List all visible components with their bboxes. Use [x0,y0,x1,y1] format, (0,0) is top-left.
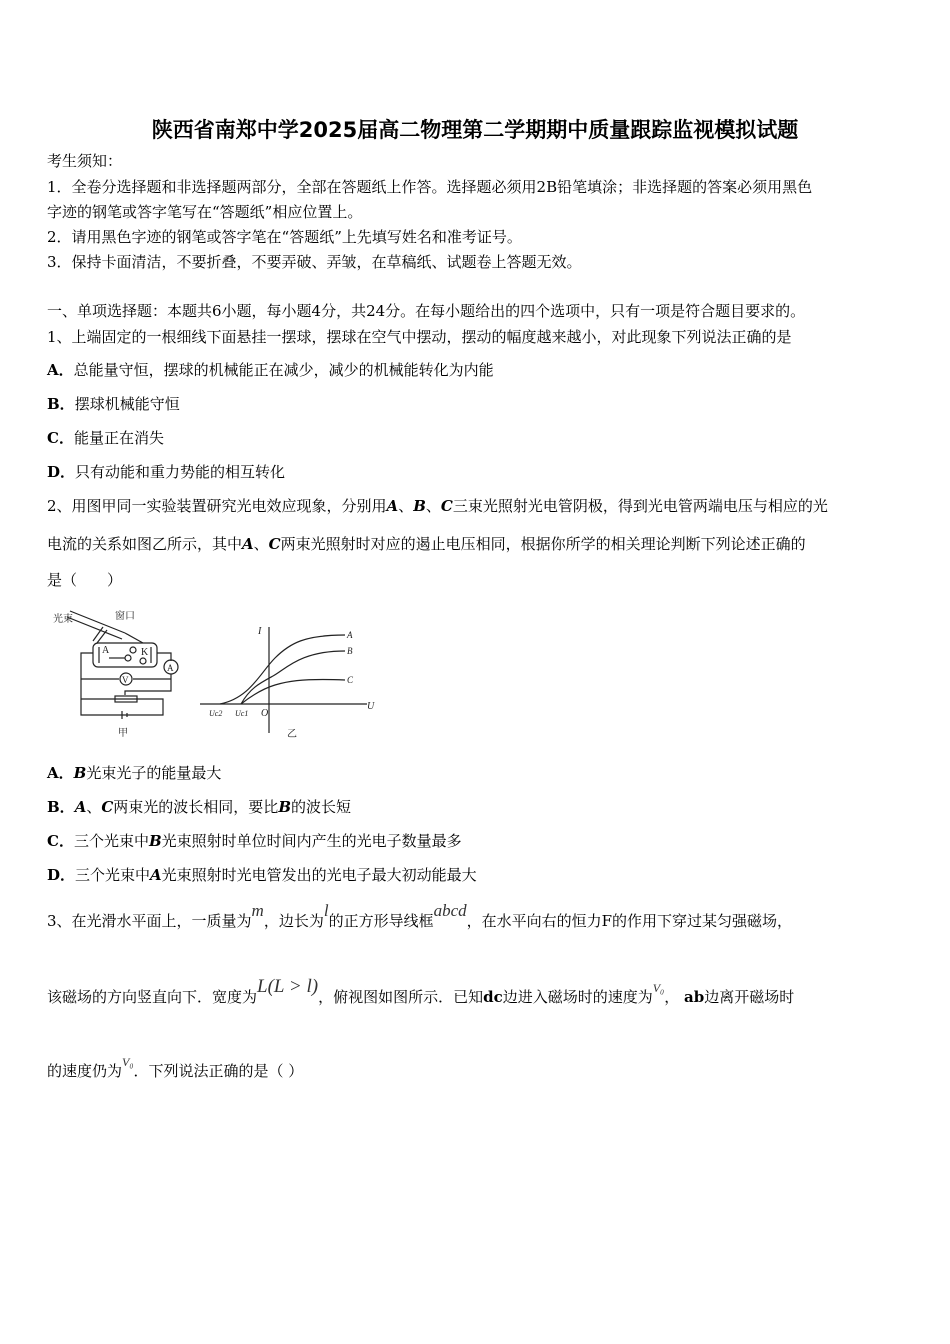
svg-text:Uc1: Uc1 [235,709,249,718]
q1-option-c: C．能量正在消失 [47,429,164,447]
svg-text:K: K [141,647,149,658]
page-title: 陕西省南郑中学2025届高二物理第二学期期中质量跟踪监视模拟试题 [151,118,799,142]
notice-item: 字迹的钢笔或答字笔写在“答题纸”相应位置上。 [47,203,363,221]
notice-item: 1．全卷分选择题和非选择题两部分，全部在答题纸上作答。选择题必须用2B铅笔填涂；非选择题的答案必须用黑色 [47,178,813,196]
q2-option-a: A．B光束光子的能量最大 [47,764,222,782]
q2-option-b: B．A、C两束光的波长相同，要比B的波长短 [47,798,352,816]
notice-item: 2．请用黑色字迹的钢笔或答字笔在“答题纸”上先填写姓名和准考证号。 [47,228,522,246]
svg-text:U: U [367,701,375,712]
question-2-stem-line3: 是（ ） [47,571,123,589]
question-3-stem-line2: 该磁场的方向竖直向下．宽度为L(L > l)，俯视图如图所示．已知dc边进入磁场时的速度为$^{V_0}$， ab边离开磁场时 [47,976,795,1006]
q1-option-d: D．只有动能和重力势能的相互转化 [47,463,286,481]
q2-option-d: D．三个光束中A光束照射时光电管发出的光电子最大初动能最大 [47,866,477,884]
svg-text:I: I [258,626,262,637]
question-2-stem: 2、用图甲同一实验装置研究光电效应现象，分别用A、B、C三束光照射光电管阴极，得到光电管两端电压与相应的光 [47,497,828,515]
question-1-stem: 1、上端固定的一根细线下面悬挂一摆球，摆球在空气中摆动，摆动的幅度越来越小，对此现象下列说法正确的是 [47,328,792,346]
notice-item: 3．保持卡面清洁，不要折叠，不要弄破、弄皱，在草稿纸、试题卷上答题无效。 [47,253,582,271]
section-heading: 一、单项选择题：本题共6小题，每小题4分，共24分。在每小题给出的四个选项中，只有一项是符合题目要求的。 [47,302,806,320]
q1-option-b: B．摆球机械能守恒 [47,395,180,413]
q1-option-a: A．总能量守恒，摆球的机械能正在减少，减少的机械能转化为内能 [47,361,494,379]
q2-option-c: C．三个光束中B光束照射时单位时间内产生的光电子数量最多 [47,832,462,850]
label-beam: 光束 [53,614,73,625]
caption-left: 甲 [118,728,128,739]
svg-text:A: A [102,645,110,656]
svg-text:A: A [167,663,174,673]
svg-text:V: V [122,675,129,685]
photoelectric-figure [45,603,385,743]
svg-text:O: O [261,708,269,719]
caption-right: 乙 [287,729,297,740]
svg-text:Uc2: Uc2 [209,709,223,718]
notice-heading: 考生须知： [47,152,123,170]
question-3-stem-line3: 的速度仍为$^{V_0}$．下列说法正确的是（ ） [47,1055,304,1080]
label-window: 窗口 [115,611,135,622]
svg-text:C: C [347,675,354,685]
question-3-stem: 3、在光滑水平面上，一质量为m，边长为l的正方形导线框abcd，在水平向右的恒力F的作用下穿过某匀强磁场， [47,901,793,930]
question-2-stem-line2: 电流的关系如图乙所示，其中A、C两束光照射时对应的遏止电压相同，根据你所学的相关理论判断下列论述正确的 [47,535,806,553]
svg-text:B: B [347,646,353,656]
svg-text:A: A [347,630,353,640]
